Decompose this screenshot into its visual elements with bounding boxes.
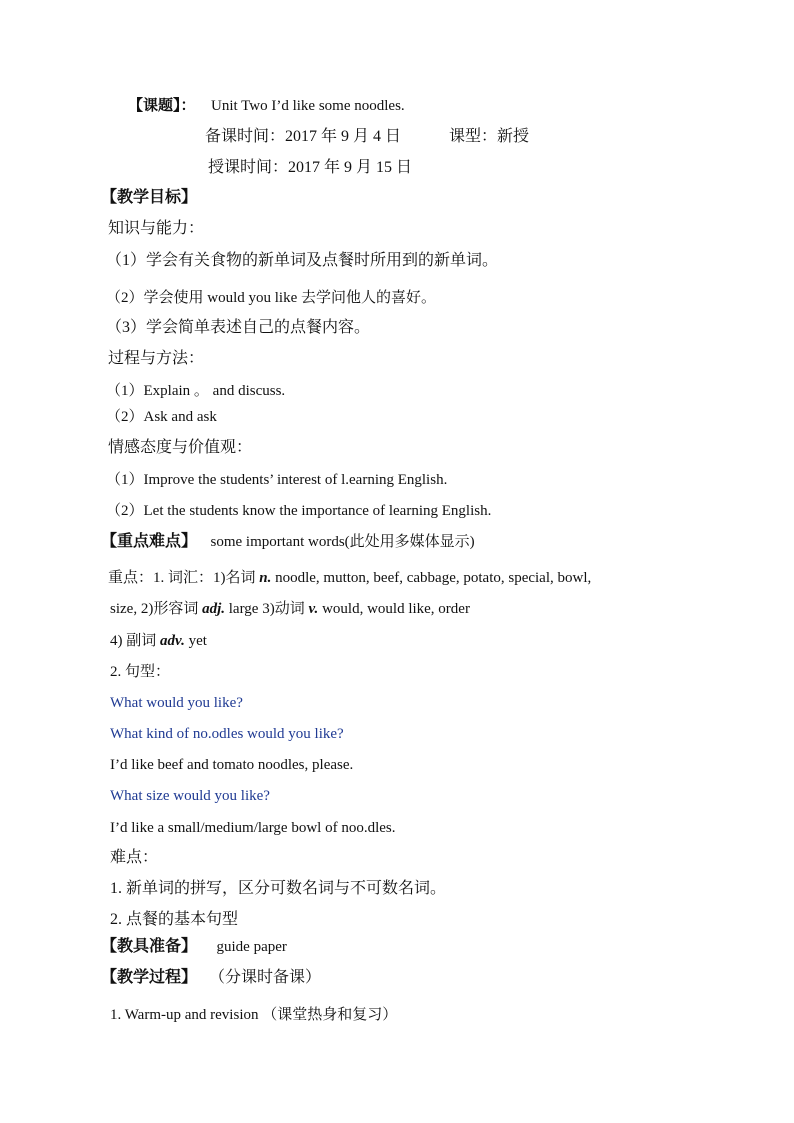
objectives-heading: 【教学目标】 [101,189,198,206]
materials-value: guide paper [216,939,287,955]
pattern-sentence: What kind of no.odles would you like? [110,726,344,742]
vocab-line-1 [108,568,591,588]
difficult-item: 2. 点餐的基本句型 [110,911,239,928]
pattern-sentence: What size would you like? [110,788,270,804]
topic-line [128,96,405,116]
key-points-line [101,532,475,552]
pos-noun: n. [259,570,272,586]
verb-list: would, would like, order [318,601,470,617]
teaching-process-note: （分课时备课） [209,969,322,986]
vocab-prefix: 4) 副词 [110,633,160,649]
process-heading: 过程与方法： [108,350,205,367]
attitude-item: （1）Improve the students’ interest of l.earning English. [106,472,448,488]
vocab-prefix: size, 2)形容词 [110,601,203,617]
adj-list: large 3)动词 [225,601,309,617]
knowledge-item: （2）学会使用 would you like 去学问他人的喜好。 [106,290,436,306]
key-points-heading: 【重点难点】 [101,533,198,550]
knowledge-item: （1）学会有关食物的新单词及点餐时所用到的新单词。 [106,252,499,269]
materials-heading: 【教具准备】 [101,938,198,955]
pattern-sentence: What would you like? [110,695,243,711]
pos-adj: adj. [202,601,225,617]
topic-label: 【课题】： [128,98,196,114]
prep-time-line [205,127,529,147]
pattern-sentence: I’d like beef and tomato noodles, please. [110,757,354,773]
pos-adv: adv. [160,633,185,649]
adv-list: yet [184,633,207,649]
noun-list: noodle, mutton, beef, cabbage, potato, special, bowl, [271,570,592,586]
attitude-heading: 情感态度与价值观： [108,439,253,456]
vocab-line-3 [110,631,207,651]
patterns-heading: 2. 句型： [110,664,171,680]
materials-line [101,937,287,957]
teach-time: 授课时间：2017 年 9 月 15 日 [208,159,413,176]
key-points-note: some important words(此处用多媒体显示) [210,534,475,550]
prep-time: 备课时间：2017 年 9 月 4 日 [205,128,402,145]
difficult-heading: 难点： [110,849,159,866]
knowledge-item: （3）学会简单表述自己的点餐内容。 [106,319,371,336]
vocab-line-2 [110,599,470,619]
vocab-prefix: 重点：1. 词汇：1)名词 [108,570,260,586]
attitude-item: （2）Let the students know the importance of learning English. [106,503,492,519]
teaching-process-heading: 【教学过程】 [101,969,198,986]
process-step: 1. Warm-up and revision （课堂热身和复习） [110,1007,398,1023]
knowledge-heading: 知识与能力： [108,220,205,237]
difficult-item: 1. 新单词的拼写，区分可数名词与不可数名词。 [110,880,447,897]
pos-verb: v. [308,601,319,617]
process-item: （1）Explain 。 and discuss. [106,383,286,399]
process-item: （2）Ask and ask [106,409,217,425]
process-line [101,968,321,988]
pattern-sentence: I’d like a small/medium/large bowl of noo.dles. [110,820,396,836]
lesson-type: 课型：新授 [449,128,530,145]
topic-title: Unit Two I’d like some noodles. [211,98,405,114]
